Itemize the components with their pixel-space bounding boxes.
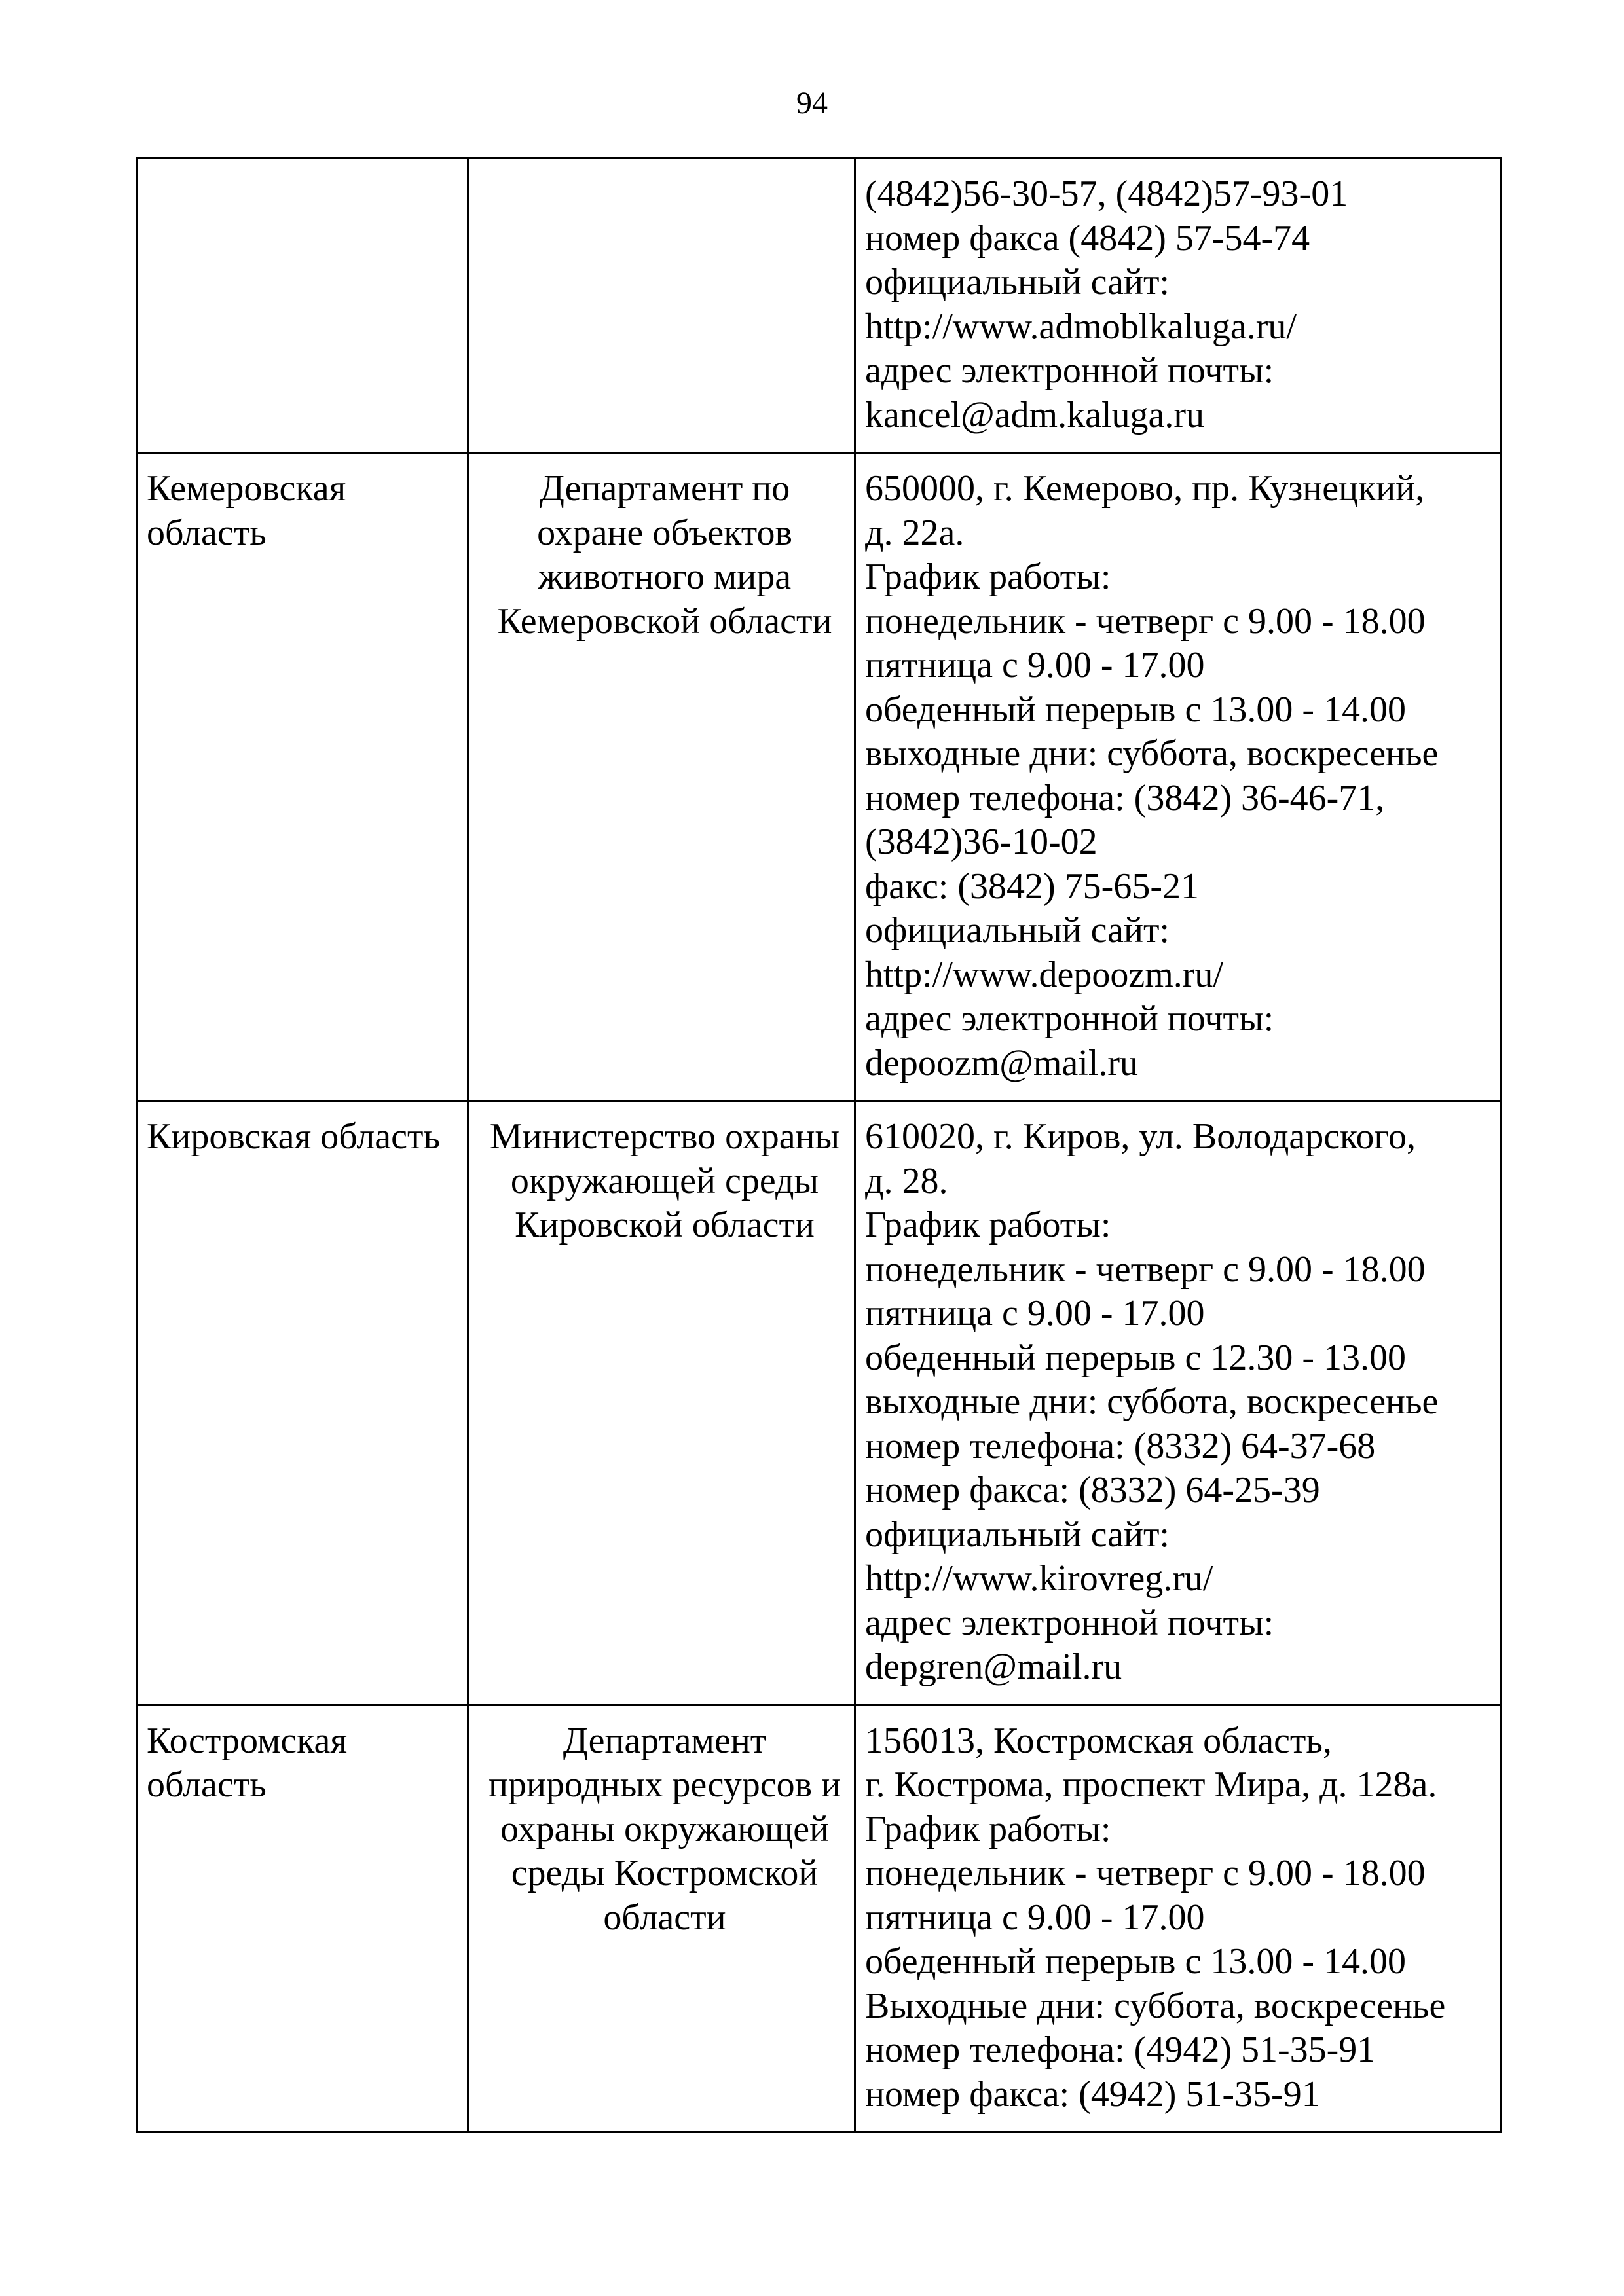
contact-line: понедельник - четверг с 9.00 - 18.00 [865, 600, 1426, 642]
organization-name: Кемеровской области [497, 600, 832, 642]
contact-line: пятница с 9.00 - 17.00 [865, 645, 1205, 685]
contact-line: понедельник - четверг с 9.00 - 18.00 [865, 1248, 1426, 1290]
contact-line: номер факса (4842) 57-54-74 [865, 217, 1310, 259]
region-name: Кировская область [147, 1116, 441, 1157]
contact-line: адрес электронной почты: [865, 350, 1274, 391]
contact-line: официальный сайт: [865, 1514, 1170, 1555]
contact-line: пятница с 9.00 - 17.00 [865, 1293, 1205, 1334]
contacts-cell [855, 158, 1502, 453]
organization-cell [468, 158, 855, 453]
organization-name: окружающей среды [510, 1160, 819, 1201]
organization-cell [468, 1101, 855, 1705]
organization-name: Департамент [563, 1720, 767, 1761]
organization-name: среды Костромской [511, 1853, 819, 1893]
phone-line: номер телефона: (3842) 36-46-71, [865, 777, 1385, 818]
organization-cell [468, 453, 855, 1101]
email-link[interactable]: depoozm@mail.ru [865, 1042, 1139, 1084]
contact-line: понедельник - четверг с 9.00 - 18.00 [865, 1853, 1426, 1893]
address-line: 156013, Костромская область, [865, 1720, 1332, 1761]
organization-name: охраны окружающей [500, 1808, 830, 1850]
website-link[interactable]: http://www.depoozm.ru/ [865, 954, 1223, 995]
contact-line: официальный сайт: [865, 262, 1170, 302]
organization-cell [468, 1705, 855, 2132]
phone-line: (3842)36-10-02 [865, 822, 1098, 862]
contacts-cell [855, 1101, 1502, 1705]
table-row [137, 158, 1502, 453]
contacts-cell [855, 453, 1502, 1101]
fax-line: номер факса: (8332) 64-25-39 [865, 1470, 1320, 1510]
address-line: 650000, г. Кемерово, пр. Кузнецкий, [865, 468, 1425, 509]
page-number: 94 [796, 86, 828, 120]
email-link[interactable]: kancel@adm.kaluga.ru [865, 394, 1205, 435]
organization-name: охране объектов [537, 512, 792, 553]
region-cell [137, 158, 468, 453]
fax-line: номер факса: (4942) 51-35-91 [865, 2073, 1320, 2115]
region-name: Костромская [147, 1720, 348, 1761]
region-cell [137, 1101, 468, 1705]
website-link[interactable]: http://www.admoblkaluga.ru/ [865, 306, 1297, 347]
organization-name: Министерство охраны [489, 1116, 840, 1157]
contact-line: пятница с 9.00 - 17.00 [865, 1897, 1205, 1938]
contact-line: выходные дни: суббота, воскресенье [865, 733, 1439, 774]
organization-name: Департамент по [539, 468, 790, 509]
organization-name: животного мира [538, 556, 792, 597]
address-line: д. 28. [865, 1160, 948, 1201]
contact-line: обеденный перерыв с 13.00 - 14.00 [865, 1941, 1406, 1982]
phone-line: номер телефона: (8332) 64-37-68 [865, 1425, 1376, 1467]
contact-line: Выходные дни: суббота, воскресенье [865, 1985, 1446, 2026]
email-link[interactable]: depgren@mail.ru [865, 1647, 1122, 1687]
region-cell [137, 1705, 468, 2132]
organization-name: Кировской области [515, 1205, 815, 1245]
contact-line: выходные дни: суббота, воскресенье [865, 1381, 1439, 1422]
contact-line: обеденный перерыв с 13.00 - 14.00 [865, 689, 1406, 730]
contact-line: официальный сайт: [865, 910, 1170, 951]
fax-line: факс: (3842) 75-65-21 [865, 866, 1199, 907]
contact-line: График работы: [865, 1808, 1111, 1850]
contact-line: обеденный перерыв с 12.30 - 13.00 [865, 1337, 1406, 1378]
region-cell [137, 453, 468, 1101]
region-name: Кемеровская [147, 468, 346, 509]
table-row [137, 1101, 1502, 1705]
contacts-cell [855, 1705, 1502, 2132]
website-link[interactable]: http://www.kirovreg.ru/ [865, 1558, 1213, 1599]
contact-line: График работы: [865, 1205, 1111, 1245]
phone-line: номер телефона: (4942) 51-35-91 [865, 2030, 1376, 2070]
organization-name: природных ресурсов и [488, 1764, 841, 1805]
address-line: д. 22а. [865, 512, 965, 553]
contact-line: адрес электронной почты: [865, 1602, 1274, 1643]
table-row [137, 453, 1502, 1101]
address-line: 610020, г. Киров, ул. Володарского, [865, 1116, 1416, 1157]
table-row [137, 1705, 1502, 2132]
region-name: область [147, 1764, 267, 1805]
address-line: г. Кострома, проспект Мира, д. 128а. [865, 1764, 1437, 1805]
contact-line: адрес электронной почты: [865, 998, 1274, 1039]
region-name: область [147, 512, 267, 553]
contacts-table [136, 157, 1502, 2133]
contact-line: (4842)56-30-57, (4842)57-93-01 [865, 173, 1348, 214]
organization-name: области [603, 1897, 726, 1938]
contact-line: График работы: [865, 556, 1111, 597]
